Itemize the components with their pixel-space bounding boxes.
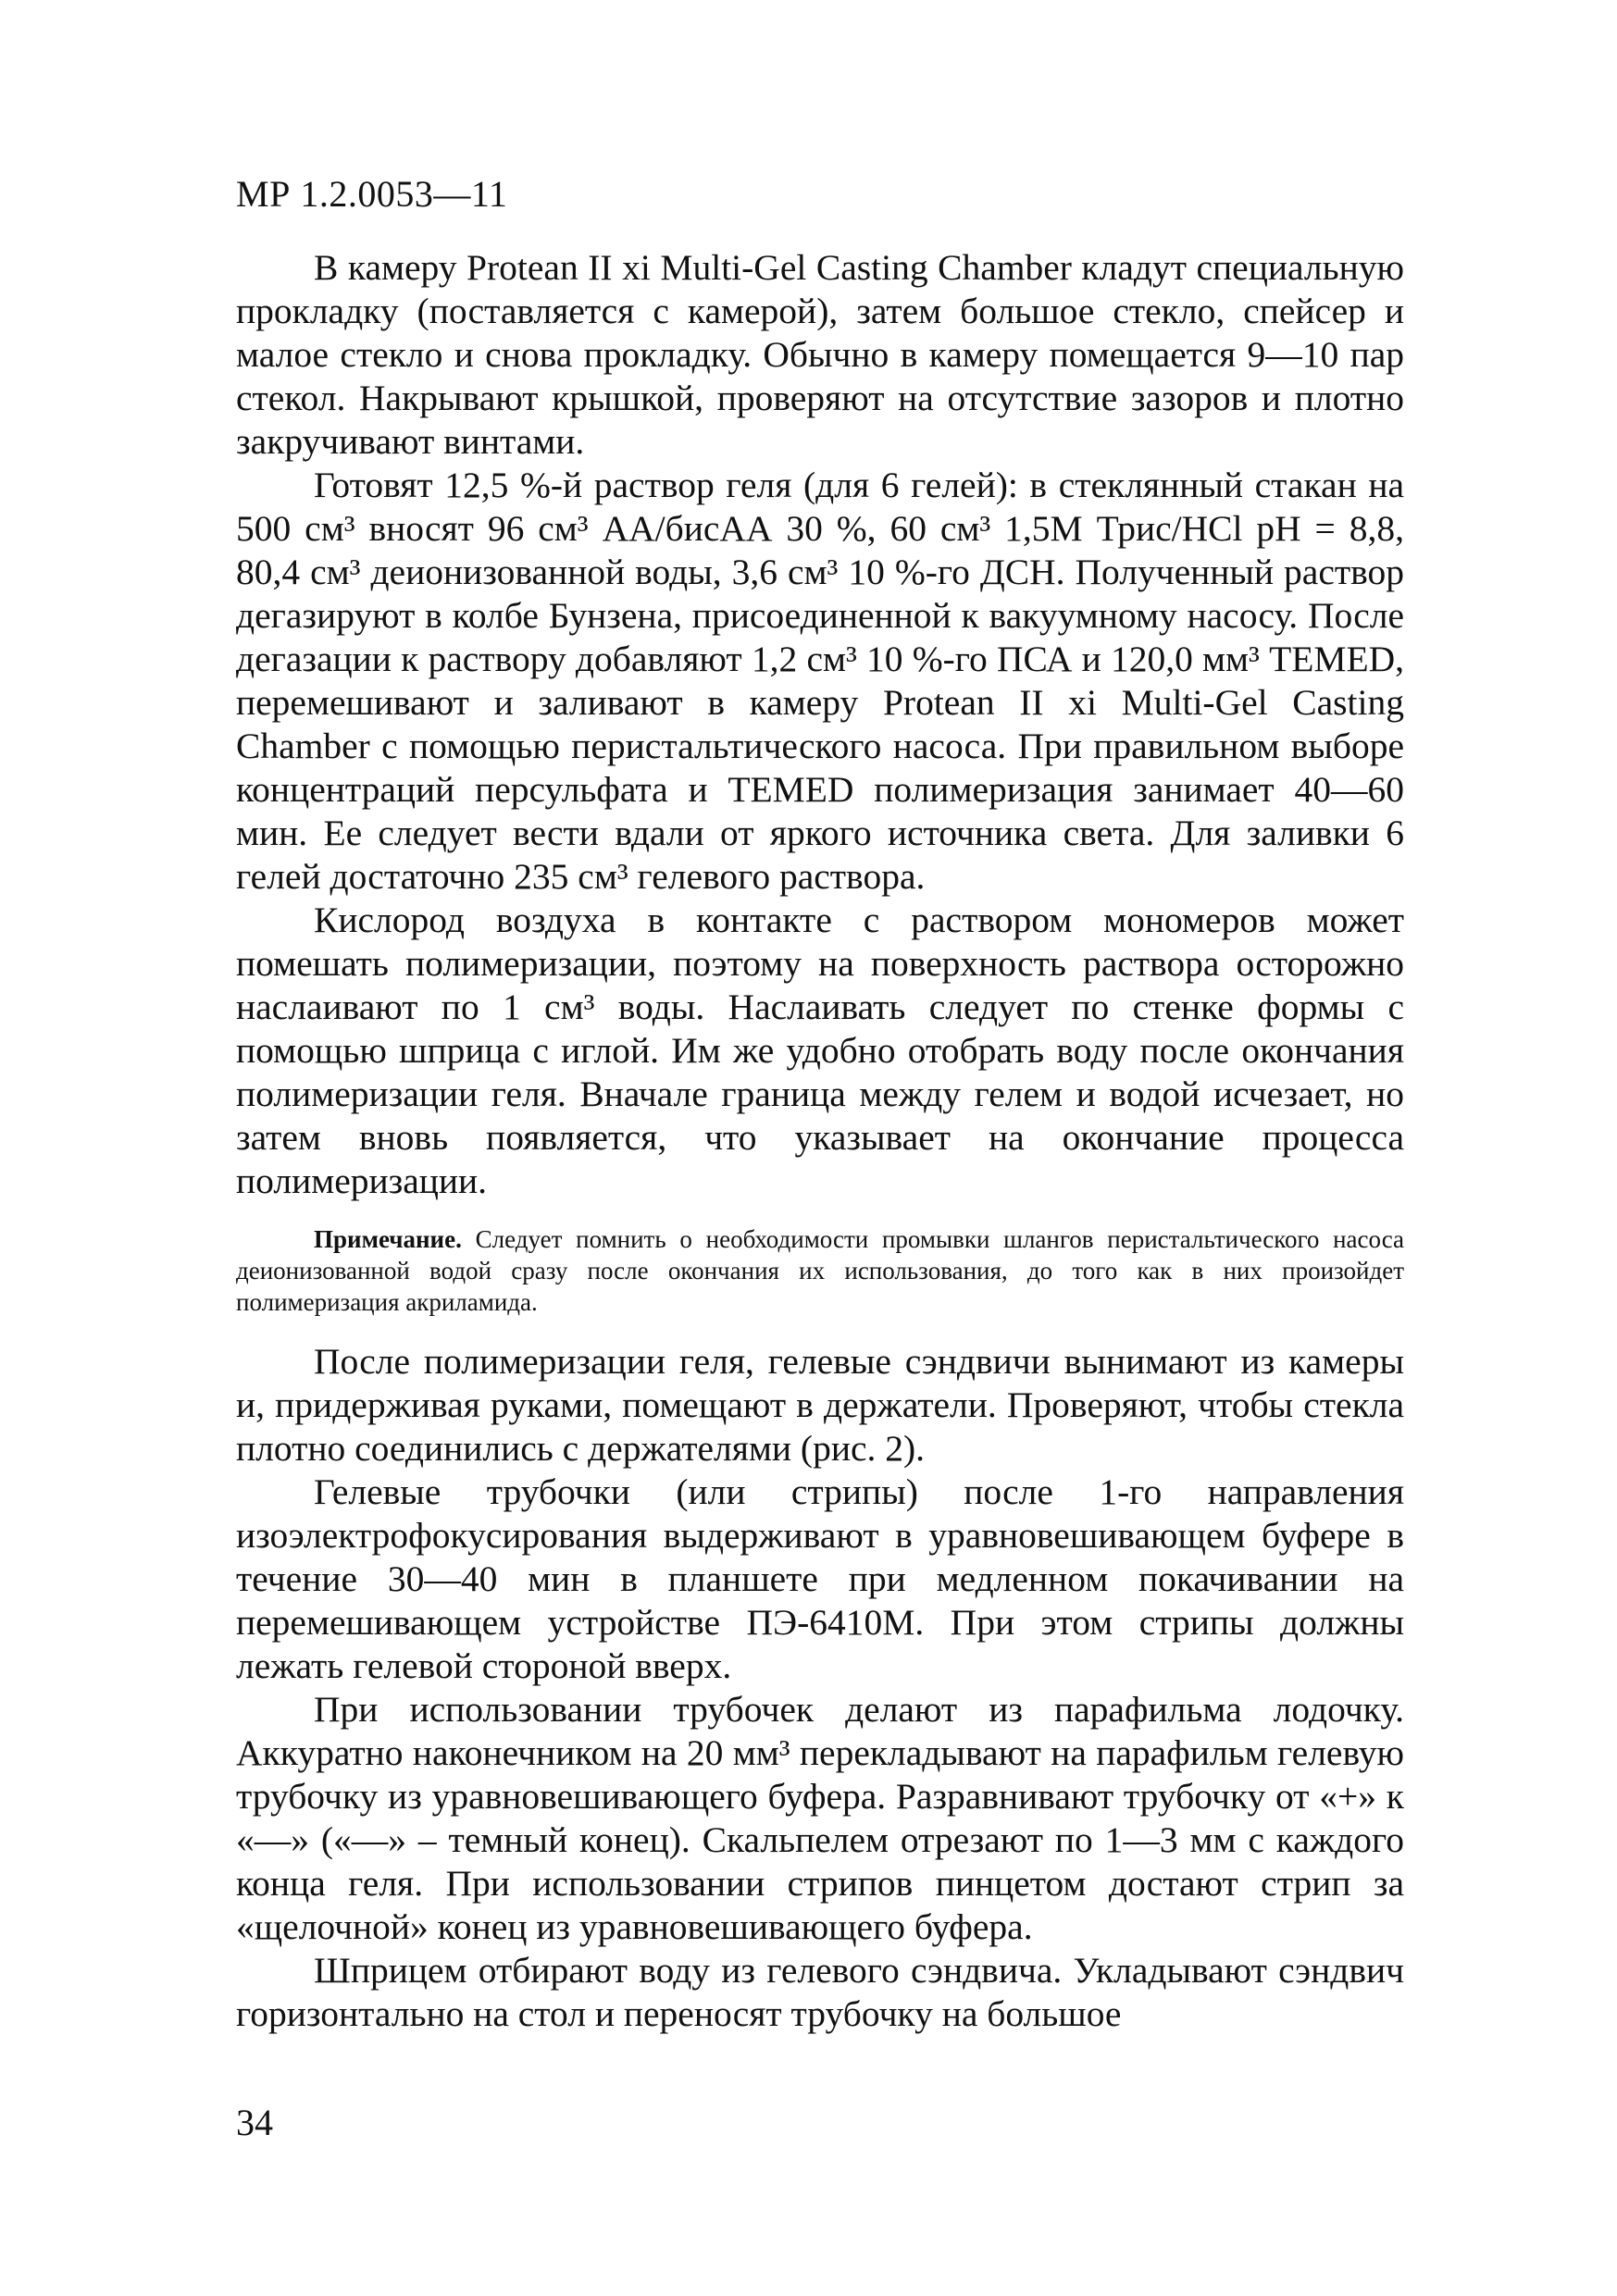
page-number: 34 (236, 2102, 273, 2143)
paragraph: После полимеризации геля, гелевые сэндвичи вынимают из камеры и, придерживая руками, помещают в держатели. Проверяют, чтобы стекла плотно соединились с держателями (рис. 2). (236, 1341, 1404, 1469)
document-header: МР 1.2.0053—11 (236, 173, 508, 215)
paragraph: Готовят 12,5 %-й раствор геля (для 6 гелей): в стеклянный стакан на 500 см³ вносят 96 см³ АА/бисАА 30 %, 60 см³ 1,5М Трис/HCl pH = 8,8, 80,4 см³ деионизованной воды, 3,6 см³ 10 %-го ДСН. Полученный раствор дегазируют в колбе Бунзена, присоединенной к вакуумному насосу. После дегазации к раствору добавляют 1,2 см³ 10 %-го ПСА и 120,0 мм³ TEMED, перемешивают и заливают в камеру Protean II xi Multi-Gel Casting Chamber с помощью перистальтического насоса. При правильном выборе концентраций персульфата и TEMED полимеризация занимает 40—60 мин. Ее следует вести вдали от яркого источника света. Для заливки 6 гелей достаточно 235 см³ гелевого раствора. (236, 465, 1404, 897)
note (236, 1223, 1404, 1318)
note-label: Примечание. (314, 1225, 462, 1253)
document-body (236, 246, 1404, 2036)
note-text: Следует помнить о необходимости промывки шлангов перистальтического насоса деионизованной водой сразу после окончания их использования, до того как в них произойдет полимеризация акриламида. (236, 1225, 1404, 1316)
paragraph: Шприцем отбирают воду из гелевого сэндвича. Укладывают сэндвич горизонтально на стол и переносят трубочку на большое (236, 1950, 1404, 2034)
paragraph: В камеру Protean II xi Multi-Gel Casting Chamber кладут специальную прокладку (поставляется с камерой), затем большое стекло, спейсер и малое стекло и снова прокладку. Обычно в камеру помещается 9—10 пар стекол. Накрывают крышкой, проверяют на отсутствие зазоров и плотно закручивают винтами. (236, 247, 1404, 462)
paragraph: Кислород воздуха в контакте с раствором мономеров может помешать полимеризации, поэтому на поверхность раствора осторожно наслаивают по 1 см³ воды. Наслаивать следует по стенке формы с помощью шприца с иглой. Им же удобно отобрать воду после окончания полимеризации геля. Вначале граница между гелем и водой исчезает, но затем вновь появляется, что указывает на окончание процесса полимеризации. (236, 900, 1404, 1201)
paragraph: При использовании трубочек делают из парафильма лодочку. Аккуратно наконечником на 20 мм³ перекладывают на парафильм гелевую трубочку из уравновешивающего буфера. Разравнивают трубочку от «+» к «—» («—» – темный конец). Скальпелем отрезают по 1—3 мм с каждого конца геля. При использовании стрипов пинцетом достают стрип за «щелочной» конец из уравновешивающего буфера. (236, 1689, 1404, 1947)
paragraph: Гелевые трубочки (или стрипы) после 1-го направления изоэлектрофокусирования выдерживают в уравновешивающем буфере в течение 30—40 мин в планшете при медленном покачивании на перемешивающем устройстве ПЭ-6410М. При этом стрипы должны лежать гелевой стороной вверх. (236, 1471, 1404, 1686)
